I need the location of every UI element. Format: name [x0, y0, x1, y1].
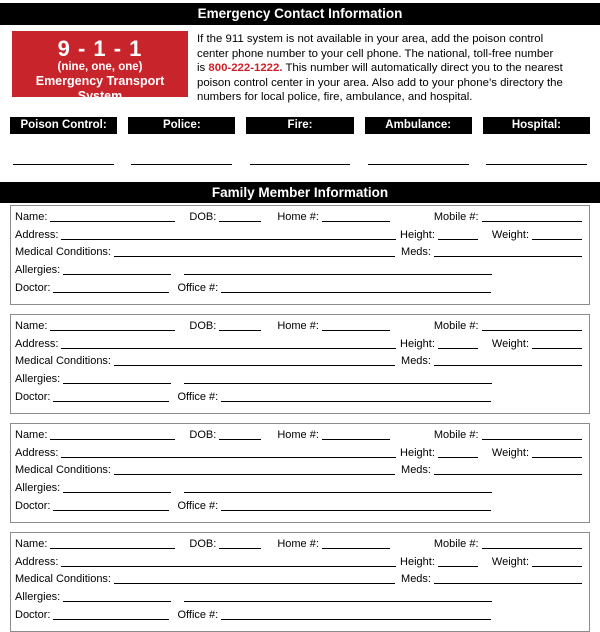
- meds-label: Meds:: [401, 246, 431, 259]
- weight-field-line[interactable]: [532, 237, 582, 240]
- dob-label: DOB:: [189, 210, 217, 223]
- home-phone-label: Home #:: [277, 428, 319, 441]
- paragraph-line-2: center phone number to your cell phone. The national, toll-free number: [197, 47, 554, 60]
- member-row-name: [15, 211, 582, 229]
- paragraph-line-1: If the 911 system is not available in your area, add the poison control: [197, 33, 544, 45]
- office-phone-label: Office #:: [177, 281, 219, 294]
- mobile-phone-field-line[interactable]: [482, 328, 582, 331]
- contact-box-poison-control: Poison Control:: [10, 117, 117, 134]
- height-label: Height:: [400, 228, 435, 241]
- doctor-label: Doctor:: [15, 499, 51, 512]
- member-row-medical: [15, 355, 582, 373]
- name-field-line[interactable]: [50, 546, 175, 549]
- emergency-transport-system-label: Emergency Transport System: [35, 74, 165, 103]
- height-field-line[interactable]: [438, 346, 478, 349]
- allergies-field-line[interactable]: [63, 599, 171, 602]
- name-field-line[interactable]: [50, 219, 175, 222]
- meds-continued-line-2[interactable]: [343, 290, 491, 293]
- paragraph-line-5: numbers for local police, fire, ambulance, and hospital.: [197, 91, 473, 104]
- medical-conditions-field-line[interactable]: [114, 472, 395, 475]
- member-row-medical: [15, 246, 582, 264]
- nine-one-one-box: [12, 31, 188, 103]
- name-label: Name:: [15, 319, 48, 332]
- poison-control-phone-number: 800-222-1222.: [208, 62, 283, 75]
- height-field-line[interactable]: [438, 455, 478, 458]
- dob-label: DOB:: [189, 428, 217, 441]
- doctor-field-line[interactable]: [53, 290, 169, 293]
- meds-field-line[interactable]: [434, 363, 582, 366]
- name-field-line[interactable]: [50, 437, 175, 440]
- member-row-allergies: [15, 264, 582, 282]
- home-phone-field-line[interactable]: [322, 219, 390, 222]
- medical-conditions-label: Medical Conditions:: [15, 246, 111, 259]
- contact-box-ambulance: Ambulance:: [365, 117, 472, 134]
- address-label: Address:: [15, 337, 59, 350]
- address-field-line[interactable]: [61, 346, 396, 349]
- meds-label: Meds:: [401, 355, 431, 368]
- office-phone-label: Office #:: [177, 390, 219, 403]
- family-members-list: [0, 205, 600, 632]
- poison-control-number-line[interactable]: [13, 164, 114, 165]
- emergency-contact-labels-row: [10, 117, 590, 134]
- home-phone-field-line[interactable]: [322, 546, 390, 549]
- nine-one-one-number: 9 - 1 - 1: [57, 36, 143, 61]
- dob-field-line[interactable]: [219, 328, 261, 331]
- height-field-line[interactable]: [438, 564, 478, 567]
- meds-continued-line-1[interactable]: [344, 272, 492, 275]
- phone-pre-text: is: [197, 62, 209, 75]
- medical-conditions-label: Medical Conditions:: [15, 355, 111, 368]
- height-label: Height:: [400, 555, 435, 568]
- allergies-field-line[interactable]: [63, 272, 171, 275]
- allergies-continued-line[interactable]: [184, 490, 344, 493]
- office-phone-field-line[interactable]: [221, 508, 343, 511]
- contact-box-police: Police:: [128, 117, 235, 134]
- mobile-phone-label: Mobile #:: [433, 537, 479, 550]
- family-member-card: [10, 314, 590, 414]
- name-field-line[interactable]: [50, 328, 175, 331]
- member-row-name: [15, 320, 582, 338]
- meds-continued-line-1[interactable]: [344, 490, 492, 493]
- fire-number-line[interactable]: [250, 164, 351, 165]
- mobile-phone-field-line[interactable]: [482, 437, 582, 440]
- meds-continued-line-2[interactable]: [343, 617, 491, 620]
- home-phone-field-line[interactable]: [322, 328, 390, 331]
- medical-conditions-label: Medical Conditions:: [15, 464, 111, 477]
- meds-label: Meds:: [401, 464, 431, 477]
- meds-field-line[interactable]: [434, 254, 582, 257]
- doctor-label: Doctor:: [15, 608, 51, 621]
- allergies-label: Allergies:: [15, 373, 61, 386]
- member-row-name: [15, 429, 582, 447]
- address-label: Address:: [15, 555, 59, 568]
- family-member-card: [10, 532, 590, 632]
- member-row-allergies: [15, 373, 582, 391]
- meds-continued-line-1[interactable]: [344, 381, 492, 384]
- meds-label: Meds:: [401, 573, 431, 586]
- weight-label: Weight:: [491, 555, 529, 568]
- office-phone-field-line[interactable]: [221, 290, 343, 293]
- allergies-continued-line[interactable]: [184, 381, 344, 384]
- poison-control-info-paragraph: [197, 31, 563, 105]
- member-row-doctor: [15, 282, 582, 300]
- meds-field-line[interactable]: [434, 581, 582, 584]
- family-member-card: [10, 205, 590, 305]
- allergies-continued-line[interactable]: [184, 272, 344, 275]
- member-row-address: [15, 338, 582, 356]
- member-row-name: [15, 538, 582, 556]
- doctor-field-line[interactable]: [53, 508, 169, 511]
- height-label: Height:: [400, 446, 435, 459]
- dob-field-line[interactable]: [219, 219, 261, 222]
- home-phone-label: Home #:: [277, 319, 319, 332]
- office-phone-label: Office #:: [177, 608, 219, 621]
- weight-label: Weight:: [491, 337, 529, 350]
- height-field-line[interactable]: [438, 237, 478, 240]
- member-row-doctor: [15, 609, 582, 627]
- allergies-field-line[interactable]: [63, 381, 171, 384]
- home-phone-label: Home #:: [277, 210, 319, 223]
- contact-box-fire: Fire:: [246, 117, 353, 134]
- weight-field-line[interactable]: [532, 564, 582, 567]
- address-field-line[interactable]: [61, 564, 396, 567]
- contact-box-hospital: Hospital:: [483, 117, 590, 134]
- allergies-field-line[interactable]: [63, 490, 171, 493]
- weight-field-line[interactable]: [532, 346, 582, 349]
- height-label: Height:: [400, 337, 435, 350]
- office-phone-label: Office #:: [177, 499, 219, 512]
- member-row-allergies: [15, 591, 582, 609]
- member-row-doctor: [15, 391, 582, 409]
- doctor-field-line[interactable]: [53, 399, 169, 402]
- allergies-label: Allergies:: [15, 482, 61, 495]
- allergies-label: Allergies:: [15, 591, 61, 604]
- address-field-line[interactable]: [61, 455, 396, 458]
- meds-continued-line-1[interactable]: [344, 599, 492, 602]
- weight-label: Weight:: [491, 446, 529, 459]
- dob-field-line[interactable]: [219, 546, 261, 549]
- member-row-medical: [15, 573, 582, 591]
- member-row-address: [15, 229, 582, 247]
- police-number-line[interactable]: [131, 164, 232, 165]
- address-field-line[interactable]: [61, 237, 396, 240]
- medical-conditions-field-line[interactable]: [114, 254, 395, 257]
- name-label: Name:: [15, 428, 48, 441]
- office-phone-field-line[interactable]: [221, 399, 343, 402]
- meds-continued-line-2[interactable]: [343, 508, 491, 511]
- member-row-medical: [15, 464, 582, 482]
- medical-conditions-field-line[interactable]: [114, 581, 395, 584]
- dob-label: DOB:: [189, 319, 217, 332]
- doctor-label: Doctor:: [15, 390, 51, 403]
- paragraph-line-3: [197, 61, 563, 76]
- weight-field-line[interactable]: [532, 455, 582, 458]
- office-phone-field-line[interactable]: [221, 617, 343, 620]
- family-member-card: [10, 423, 590, 523]
- address-label: Address:: [15, 228, 59, 241]
- ambulance-number-line[interactable]: [368, 164, 469, 165]
- mobile-phone-field-line[interactable]: [482, 219, 582, 222]
- member-row-allergies: [15, 482, 582, 500]
- name-label: Name:: [15, 537, 48, 550]
- meds-field-line[interactable]: [434, 472, 582, 475]
- emergency-911-section: [12, 31, 590, 105]
- member-row-doctor: [15, 500, 582, 518]
- dob-field-line[interactable]: [219, 437, 261, 440]
- emergency-contact-lines-row: [10, 164, 590, 165]
- member-row-address: [15, 447, 582, 465]
- paragraph-line-4: poison control center in your area. Also add to your phone’s directory the: [197, 76, 563, 89]
- medical-conditions-label: Medical Conditions:: [15, 573, 111, 586]
- family-member-header-bar: [0, 182, 600, 203]
- hospital-number-line[interactable]: [486, 164, 587, 165]
- mobile-phone-label: Mobile #:: [433, 428, 479, 441]
- home-phone-label: Home #:: [277, 537, 319, 550]
- family-member-title: Family Member Information: [211, 184, 389, 200]
- mobile-phone-label: Mobile #:: [433, 210, 479, 223]
- meds-continued-line-2[interactable]: [343, 399, 491, 402]
- name-label: Name:: [15, 210, 48, 223]
- emergency-contact-title: Emergency Contact Information: [197, 6, 403, 21]
- weight-label: Weight:: [491, 228, 529, 241]
- member-row-address: [15, 556, 582, 574]
- address-label: Address:: [15, 446, 59, 459]
- allergies-continued-line[interactable]: [184, 599, 344, 602]
- medical-conditions-field-line[interactable]: [114, 363, 395, 366]
- emergency-contact-header-bar: [0, 3, 600, 25]
- dob-label: DOB:: [189, 537, 217, 550]
- mobile-phone-label: Mobile #:: [433, 319, 479, 332]
- phone-post-text: This number will automatically direct you to the nearest: [282, 62, 563, 75]
- nine-one-one-phonetic: (nine, one, one): [57, 61, 143, 73]
- home-phone-field-line[interactable]: [322, 437, 390, 440]
- doctor-label: Doctor:: [15, 281, 51, 294]
- doctor-field-line[interactable]: [53, 617, 169, 620]
- mobile-phone-field-line[interactable]: [482, 546, 582, 549]
- allergies-label: Allergies:: [15, 264, 61, 277]
